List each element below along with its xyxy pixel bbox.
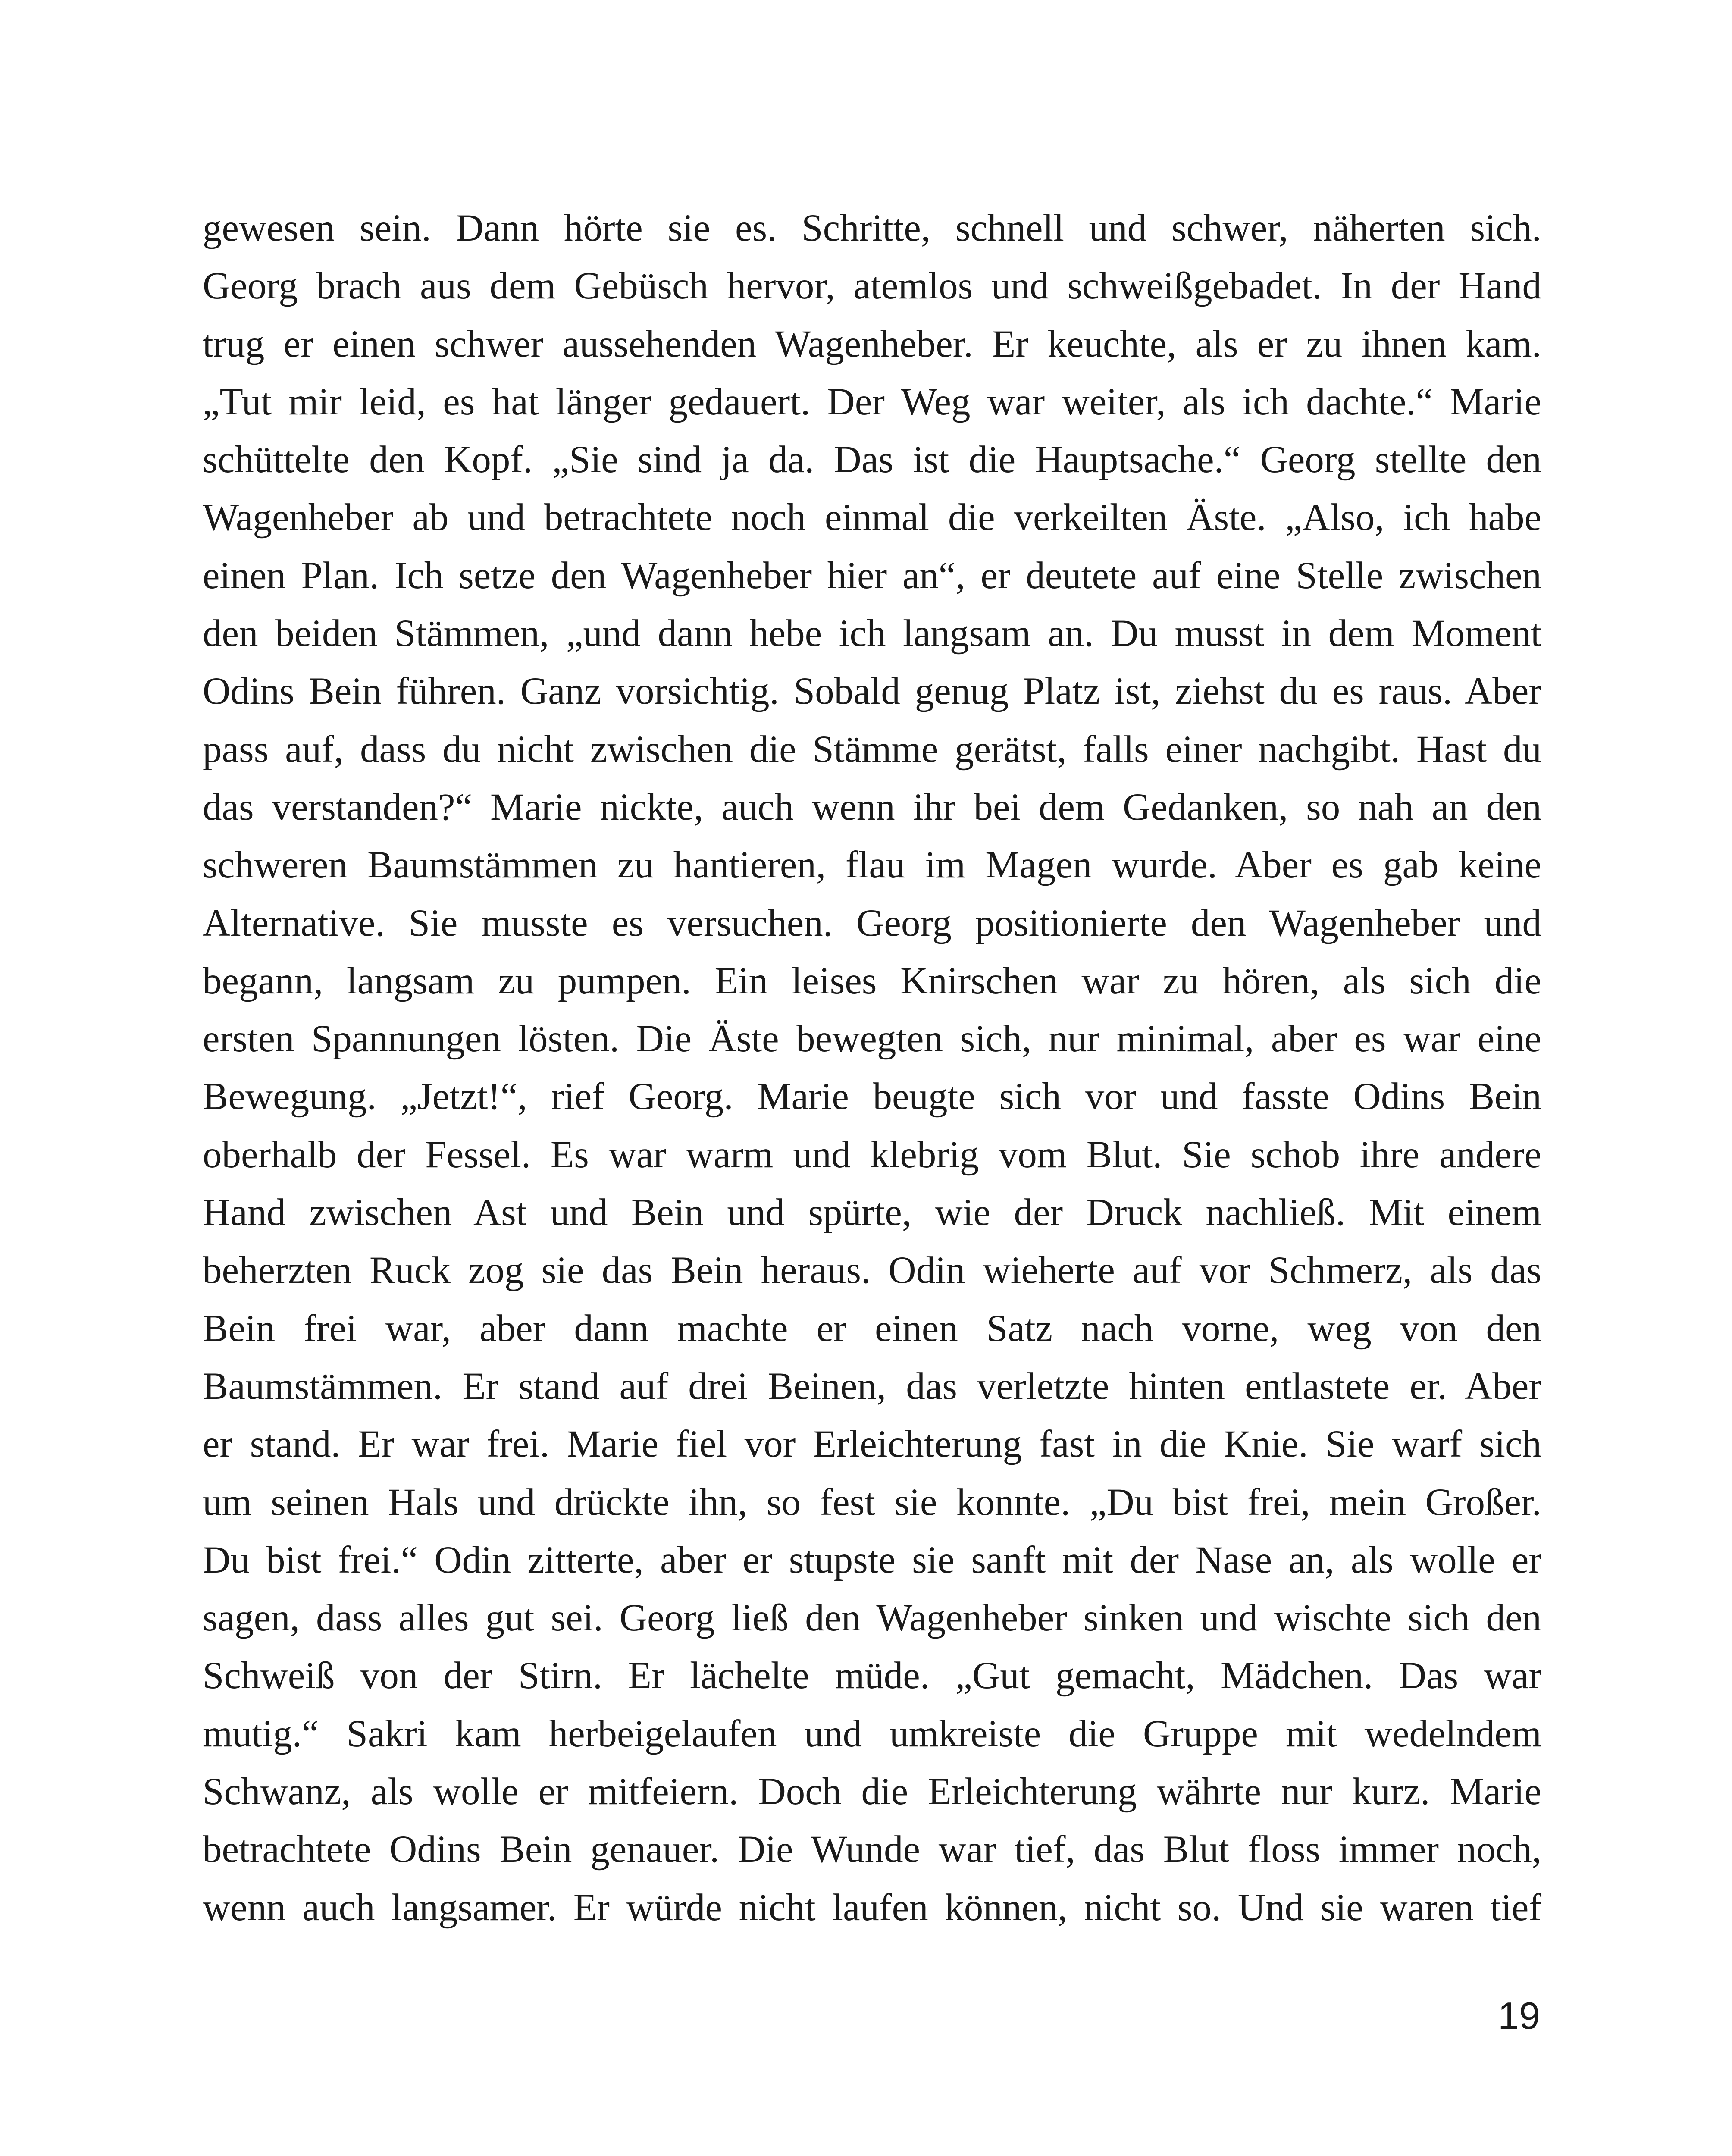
- text-line-11: das verstanden?“ Marie nickte, auch wenn ihr bei dem Gedanken, so nah an den: [203, 786, 1541, 828]
- text-line-9: Odins Bein führen. Ganz vorsichtig. Sobald genug Platz ist, ziehst du es raus. Aber: [203, 670, 1541, 713]
- text-line-14: begann, langsam zu pumpen. Ein leises Knirschen war zu hören, als sich die: [203, 959, 1541, 1002]
- text-line-16: Bewegung. „Jetzt!“, rief Georg. Marie beugte sich vor und fasste Odins Bein: [203, 1075, 1541, 1118]
- text-line-8: den beiden Stämmen, „und dann hebe ich langsam an. Du musst in dem Moment: [203, 612, 1541, 655]
- text-line-29: betrachtete Odins Bein genauer. Die Wunde war tief, das Blut floss immer noch,: [203, 1828, 1541, 1871]
- text-line-26: Schweiß von der Stirn. Er lächelte müde. „Gut gemacht, Mädchen. Das war: [203, 1655, 1541, 1697]
- text-line-17: oberhalb der Fessel. Es war warm und klebrig vom Blut. Sie schob ihre andere: [203, 1133, 1541, 1176]
- text-line-7: einen Plan. Ich setze den Wagenheber hier an“, er deutete auf eine Stelle zwischen: [203, 554, 1541, 597]
- text-line-3: trug er einen schwer aussehenden Wagenheber. Er keuchte, als er zu ihnen kam.: [203, 323, 1541, 365]
- text-line-13: Alternative. Sie musste es versuchen. Georg positionierte den Wagenheber und: [203, 902, 1541, 944]
- text-line-2: Georg brach aus dem Gebüsch hervor, atemlos und schweißgebadet. In der Hand: [203, 265, 1541, 307]
- text-line-12: schweren Baumstämmen zu hantieren, flau im Magen wurde. Aber es gab keine: [203, 844, 1541, 887]
- text-line-22: er stand. Er war frei. Marie fiel vor Erleichterung fast in die Knie. Sie warf sich: [203, 1423, 1541, 1466]
- text-line-27: mutig.“ Sakri kam herbeigelaufen und umkreiste die Gruppe mit wedelndem: [203, 1712, 1541, 1755]
- page-number: 19: [1498, 1994, 1540, 2037]
- text-line-15: ersten Spannungen lösten. Die Äste bewegten sich, nur minimal, aber es war eine: [203, 1018, 1541, 1060]
- text-line-30: wenn auch langsamer. Er würde nicht laufen können, nicht so. Und sie waren tief: [203, 1886, 1541, 1929]
- body-text: [203, 199, 1541, 1937]
- text-line-23: um seinen Hals und drückte ihn, so fest sie konnte. „Du bist frei, mein Großer.: [203, 1481, 1541, 1523]
- text-line-24: Du bist frei.“ Odin zitterte, aber er stupste sie sanft mit der Nase an, als wolle er: [203, 1539, 1541, 1581]
- text-line-4: „Tut mir leid, es hat länger gedauert. Der Weg war weiter, als ich dachte.“ Marie: [203, 380, 1541, 423]
- text-line-28: Schwanz, als wolle er mitfeiern. Doch die Erleichterung währte nur kurz. Marie: [203, 1771, 1541, 1813]
- text-line-21: Baumstämmen. Er stand auf drei Beinen, das verletzte hinten entlastete er. Aber: [203, 1365, 1541, 1407]
- text-line-6: Wagenheber ab und betrachtete noch einmal die verkeilten Äste. „Also, ich habe: [203, 496, 1541, 539]
- text-line-25: sagen, dass alles gut sei. Georg ließ den Wagenheber sinken und wischte sich den: [203, 1597, 1541, 1639]
- text-line-5: schüttelte den Kopf. „Sie sind ja da. Das ist die Hauptsache.“ Georg stellte den: [203, 439, 1541, 481]
- text-line-10: pass auf, dass du nicht zwischen die Stämme gerätst, falls einer nachgibt. Hast du: [203, 728, 1541, 771]
- text-line-1: gewesen sein. Dann hörte sie es. Schritte, schnell und schwer, näherten sich.: [203, 207, 1541, 249]
- text-line-19: beherzten Ruck zog sie das Bein heraus. Odin wieherte auf vor Schmerz, als das: [203, 1249, 1541, 1292]
- text-line-20: Bein frei war, aber dann machte er einen Satz nach vorne, weg von den: [203, 1307, 1541, 1350]
- text-line-18: Hand zwischen Ast und Bein und spürte, wie der Druck nachließ. Mit einem: [203, 1191, 1541, 1234]
